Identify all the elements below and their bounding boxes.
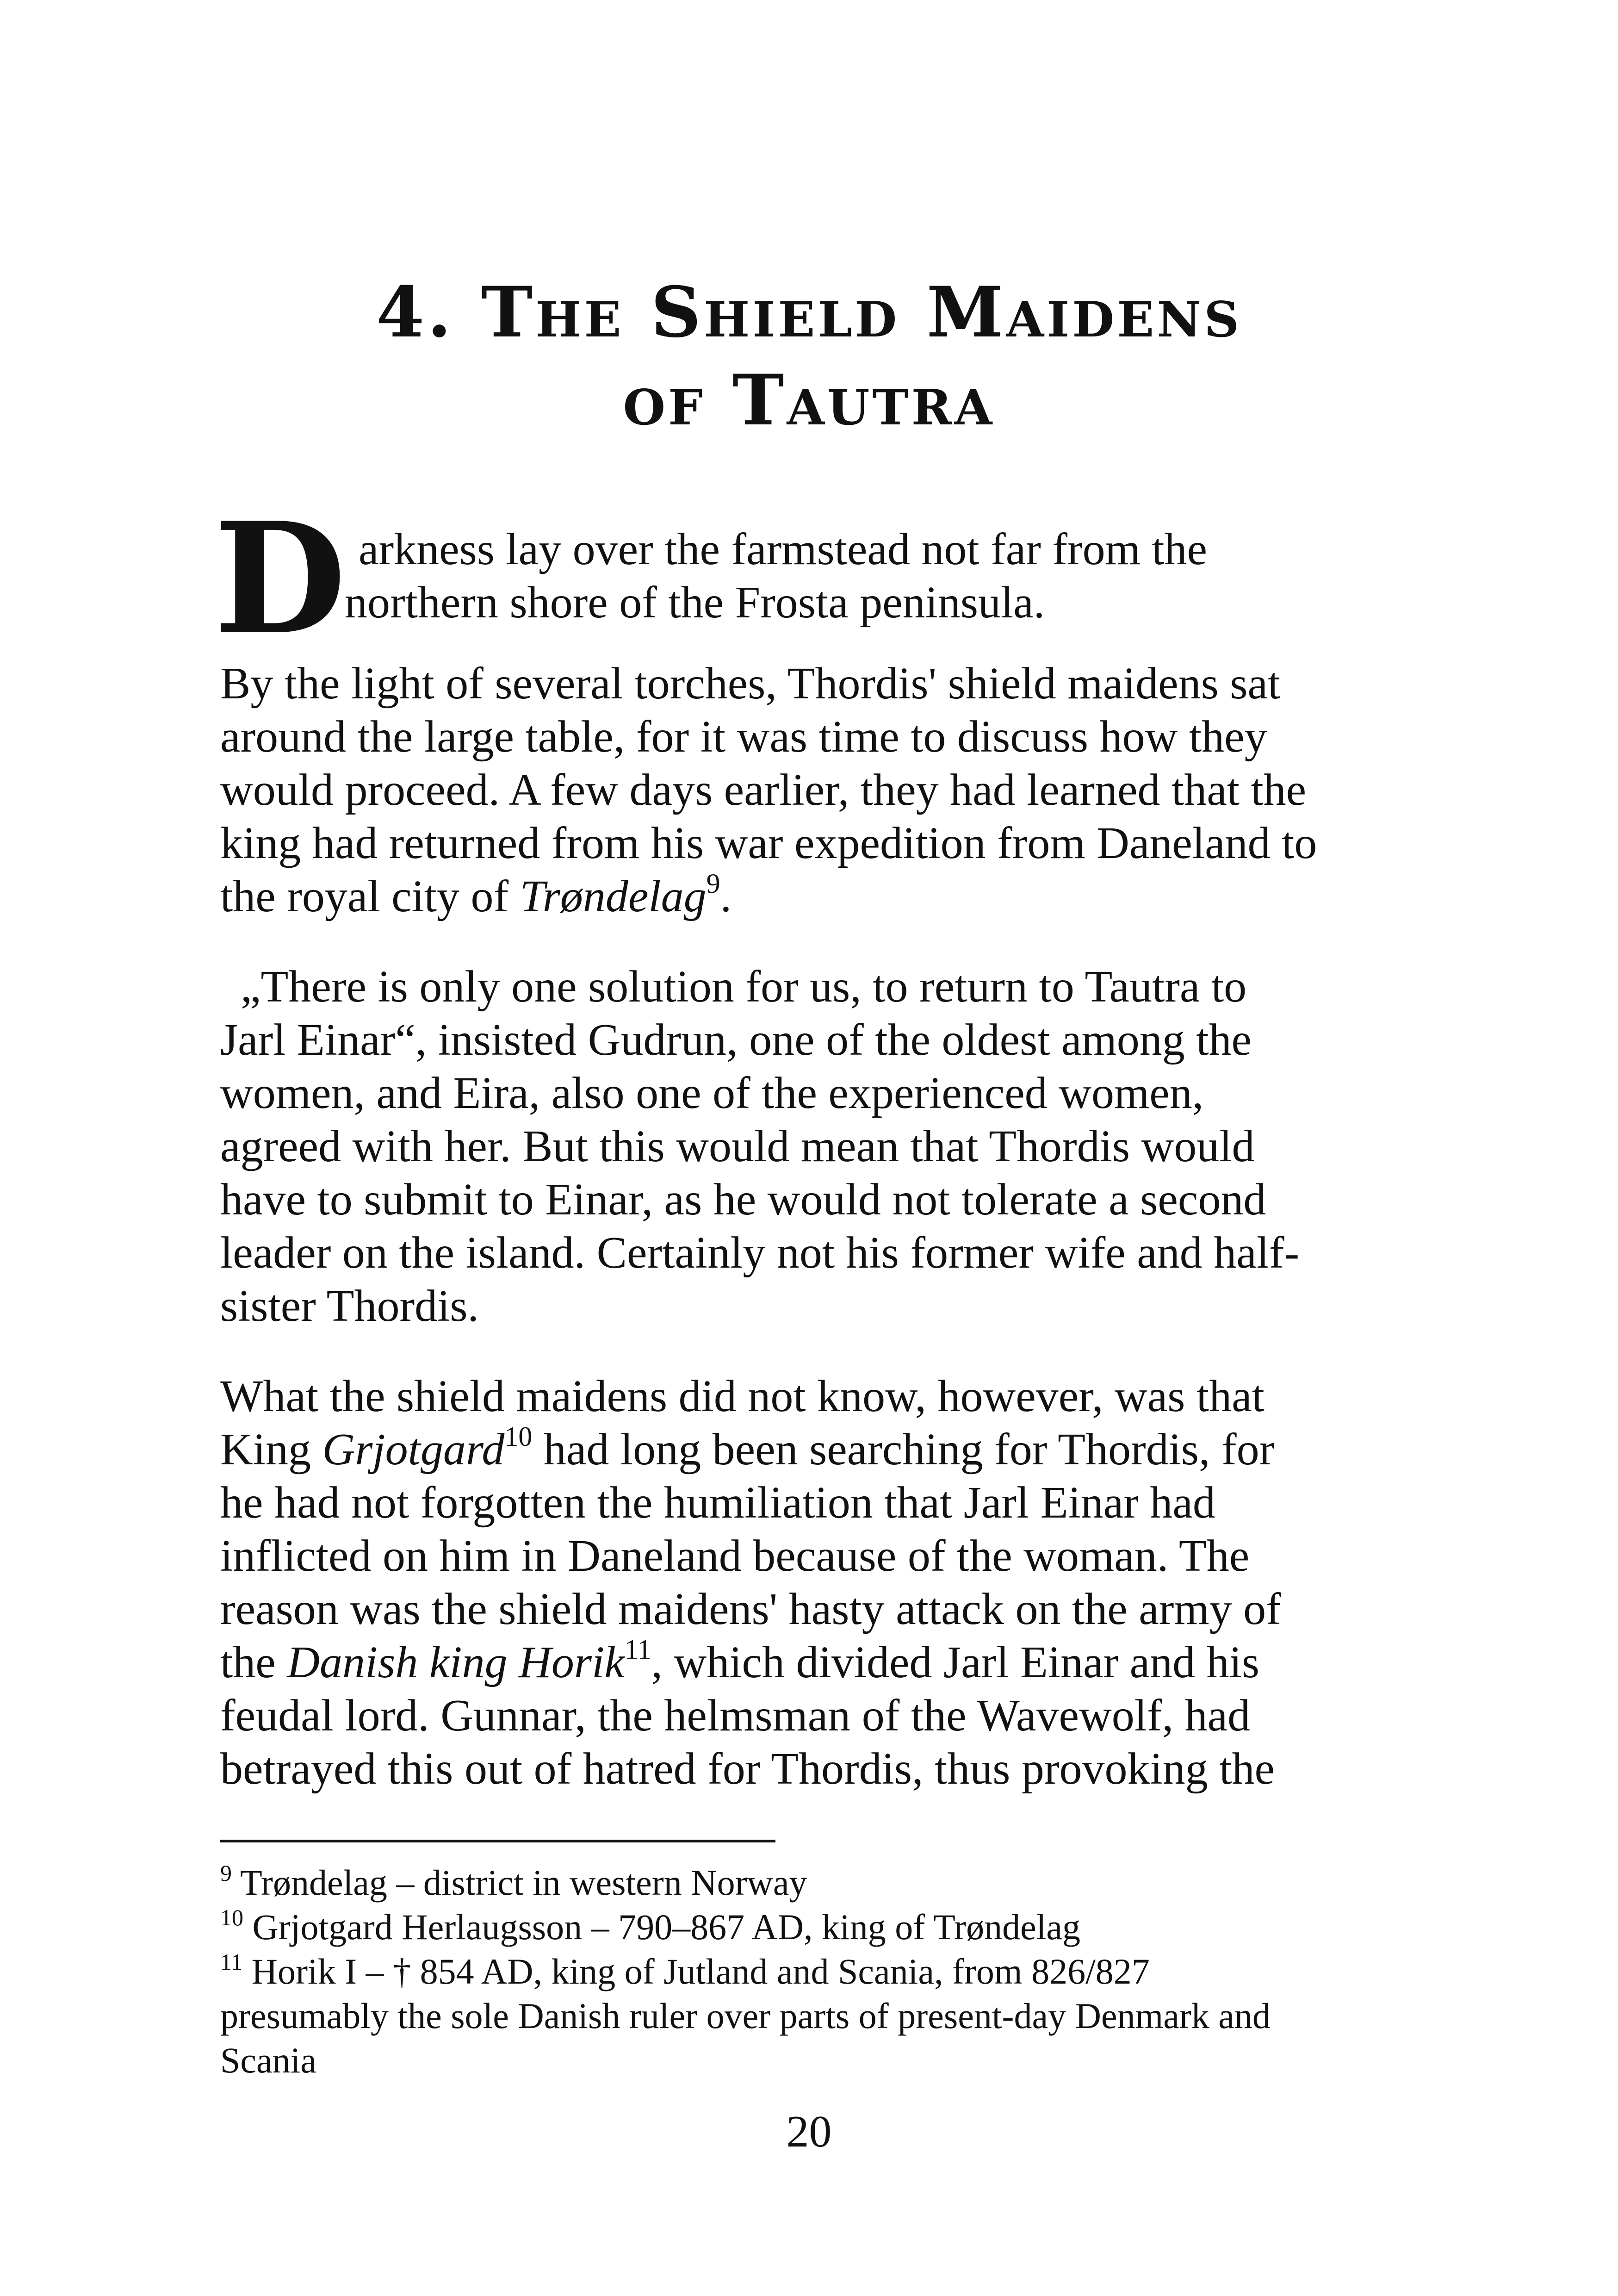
footnote-separator (220, 1840, 775, 1842)
paragraph-2-line: agreed with her. But this would mean that Thordis would (220, 1121, 1255, 1171)
paragraph-2-line: women, and Eira, also one of the experienced women, (220, 1068, 1204, 1118)
italic-term: Grjotgard (322, 1425, 505, 1475)
paragraph-1-line: king had returned from his war expedition from Daneland to (220, 818, 1317, 868)
footnote-number: 9 (220, 1860, 232, 1886)
page-number: 20 (786, 2107, 832, 2157)
footnote (220, 1949, 1271, 1994)
text: the royal city of (220, 871, 520, 921)
paragraph-3-line: What the shield maidens did not know, however, was that (220, 1371, 1265, 1421)
italic-term: Danish king Horik (287, 1637, 625, 1687)
paragraph-3-line (220, 1423, 1405, 1476)
text: , which divided Jarl Einar and his (651, 1637, 1260, 1687)
chapter-title-line2: of Tautra (623, 360, 995, 441)
footnote-ref: 10 (504, 1421, 533, 1452)
drop-cap: D (214, 489, 347, 668)
paragraph-3-line (220, 1636, 1405, 1689)
paragraph-3-line: reason was the shield maidens' hasty attack on the army of (220, 1584, 1281, 1634)
paragraph-3-line: betrayed this out of hatred for Thordis, thus provoking the (220, 1744, 1275, 1794)
paragraph-2-line: sister Thordis. (220, 1281, 479, 1331)
text: had long been searching for Thordis, for (532, 1425, 1275, 1475)
opening-line-1: arkness lay over the farmstead not far from the (359, 524, 1208, 574)
paragraph-2-line: Jarl Einar“, insisted Gudrun, one of the oldest among the (220, 1015, 1252, 1065)
paragraph-1-line: By the light of several torches, Thordis' shield maidens sat (220, 659, 1281, 709)
opening-line-2: northern shore of the Frosta peninsula. (345, 578, 1045, 628)
chapter-title-line1: 4. The Shield Maidens (376, 272, 1242, 353)
italic-term: Trøndelag (520, 871, 707, 921)
text: . (720, 871, 732, 921)
paragraph-3-line: he had not forgotten the humiliation that Jarl Einar had (220, 1478, 1215, 1528)
paragraph-1 (220, 657, 1405, 923)
footnote-number: 10 (220, 1904, 243, 1930)
paragraph-2 (220, 960, 1425, 1333)
paragraph-1-line: around the large table, for it was time to discuss how they (220, 712, 1267, 762)
paragraph-3-line: feudal lord. Gunnar, the helmsman of the Wavewolf, had (220, 1691, 1251, 1741)
footnote (220, 1860, 1271, 1905)
footnote-text: Grjotgard Herlaugsson – 790–867 AD, king of Trøndelag (243, 1907, 1081, 1947)
footnote-text: Trøndelag – district in western Norway (232, 1862, 807, 1903)
footnote-ref: 11 (624, 1634, 651, 1665)
footnote-number: 11 (220, 1949, 243, 1975)
footnote-continuation: Scania (220, 2040, 316, 2080)
paragraph-2-line: have to submit to Einar, as he would not tolerate a second (220, 1175, 1266, 1225)
paragraph-2-line: „There is only one solution for us, to return to Tautra to (241, 962, 1247, 1012)
footnote (220, 1905, 1271, 1949)
paragraph-3 (220, 1370, 1405, 1796)
text: King (220, 1425, 322, 1475)
paragraph-3-line: inflicted on him in Daneland because of the woman. The (220, 1531, 1250, 1581)
paragraph-1-line (220, 870, 1405, 923)
footnotes (220, 1860, 1271, 2083)
footnote-continuation: presumably the sole Danish ruler over parts of present-day Denmark and (220, 1996, 1271, 2036)
footnote-ref: 9 (706, 868, 720, 899)
paragraph-2-line: leader on the island. Certainly not his former wife and half- (220, 1228, 1300, 1278)
footnote-text: Horik I – † 854 AD, king of Jutland and Scania, from 826/827 (242, 1951, 1150, 1991)
text: the (220, 1637, 287, 1687)
paragraph-1-line: would proceed. A few days earlier, they had learned that the (220, 765, 1307, 815)
